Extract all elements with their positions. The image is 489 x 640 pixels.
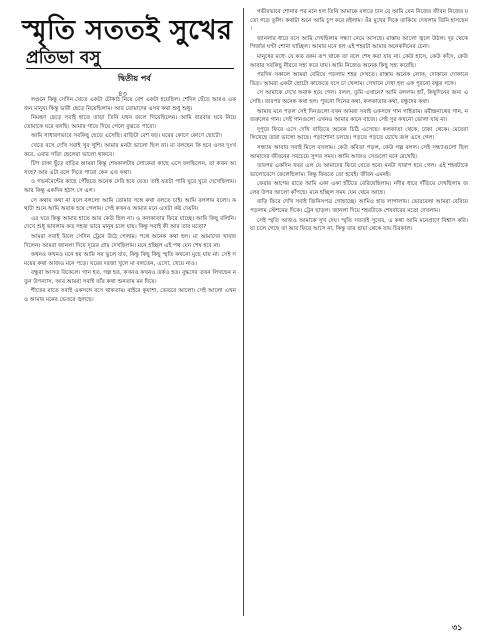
paragraph: খেতে বসে দেখি সবাই খুব খুশি। আমার মনটা ভালো ছিল না। মা বলছেন কি হবে ওসব দুঃখ করে, এবার সত্যি ছেলেরা ভালো থাকবে।: [24, 142, 236, 158]
paragraph: গভীরভাবে শোনার পর মনে হল তিনি আমাকে বলতে চান যে আমি যেন নিজের জীবন নিজের মতো গড়ে তুলি। কথাটা শুনে আমি চুপ করে রইলাম। ওঁর মুখের দিকে তাকিয়ে দেখলাম তিনি হাসছেন।: [250, 9, 468, 33]
paragraph: সেই স্মৃতি আজও আমাকে সুখ দেয়। স্মৃতি সততই সুখের, এ কথা আমি মনেপ্রাণে বিশ্বাস করি। যা চলে গেছে তা আর ফিরে আসে না, কিন্তু তার ছায়া থেকে যায় চিরকাল।: [250, 217, 468, 233]
paragraph: কখনও কখনও মনে হয় আমি সব ভুলে যাব, কিন্তু কিছু কিছু স্মৃতি কখনো মুছে যায় না। সেই সময়ের কথা আজও মনে পড়ে। ঘরের দরজা খুলে মা বলতেন, এসো, খেয়ে নাও।: [24, 252, 236, 267]
left-text-column: [24, 96, 236, 616]
paragraph: নিমন্ত্রণ ছেড়ে সবাই হাতে তাড়া তিনি যখন জলে গিয়েছিলেন। আমি বারবার ঘরে নিয়ে তোমাকে ঘরে বলছি। আমার গায়ে দিয়ে গেলে বুঝতে পারো।: [24, 115, 236, 130]
paragraph: আমি সাধারণভাবে সবকিছু ছেড়ে এসেছি। বাড়িটা বেশ বড়। ঘরের কোণে কোণে ছোটো।: [31, 133, 223, 140]
paragraph: পরদিন সকালে আমরা বেরিয়ে পড়লাম শহর দেখতে। রাস্তায় অনেক লোক, দোকানে দোকানে ভিড়। আমরা একটা ছোটো কাফেতে বসে চা খেলাম। সেখানে দেখা হল এক পুরনো বন্ধুর সঙ্গে।: [250, 72, 468, 87]
page-number: ৩১: [452, 623, 463, 632]
paragraph: দুপুরে ফিরে এসে দেখি বাড়িতে অনেক চিঠি এসেছে। কলকাতা থেকে, ঢাকা থেকে। মেয়েরা লিখেছে তারা ভালো আছে। পড়াশোনা চলছে। পড়তে পড়তে চোখে জল এসে গেল।: [250, 126, 468, 142]
paragraph: ফেরার আগের রাতে আমি একা একা হাঁটতে বেরিয়েছিলাম। নদীর ধারে দাঁড়িয়ে দেখছিলাম জলের উপর আলো কাঁপছে। মনে হচ্ছিল সময় যেন থেমে আছে।: [250, 181, 468, 196]
right-text-column: [250, 8, 468, 616]
paragraph: আমরা সবাই মিলে সেদিন ট্রেনে উঠে গেলাম। পথে অনেক কথা হল। মা আমাদের খাবার দিলেন। আমরা জানলা দিয়ে দূরের গ্রাম দেখছিলাম। মনে হচ্ছিল এই পথ যেন শেষ হবে না।: [24, 233, 236, 249]
paragraph: সে কথায় কথা না বলে বললো আমি তোমার সঙ্গে কথা বলতে চাই। আমি বললাম বলো। কথাটা শুনে আমি অবাক হয়ে গেলাম। সেই কখনও আমার মনে এতটা কষ্ট দেয়নি।: [24, 197, 236, 213]
paragraph: তারপর একদিন খবর এল যে আমাদের ফিরে যেতে হবে। মনটা খারাপ হয়ে গেল। এই শহরটাকে ভালোবেসে ফেলেছিলাম। কিন্তু ফিরতে তো হবেই। জীবন এমনই।: [250, 163, 468, 178]
paragraph: সে আমাকে দেখে অবাক হয়ে গেল। বলল, তুমি এখানে? আমি বললাম হ্যাঁ, কিছুদিনের জন্য এসেছি। তারপর অনেক কথা হল। পুরনো দিনের কথা, কলকাতার কথা, বন্ধুদের কথা।: [250, 90, 468, 105]
article-title: স্মৃতি সততই সুখের: [22, 15, 233, 46]
part-label: দ্বিতীয় পর্ব: [118, 74, 151, 83]
paragraph: মানুষের মধ্যে যে কত রকম রূপ থাকে তা বলে শেষ করা যায় না। কেউ হাসে, কেউ কাঁদে, কেউ আবার সবকিছু নীরবে সহ্য করে যায়। আমি নিজেও অনেক কিছু সহ্য করেছি।: [250, 53, 468, 69]
article-author: প্রতিভা বসু: [26, 48, 101, 68]
paragraph: বাড়ি ফিরে দেখি সবাই জিনিসপত্র গোছাচ্ছে। আমিও হাত লাগালাম। ভোরবেলা আমরা বেরিয়ে পড়লাম স্টেশনের দিকে। ট্রেন ছাড়ল। জানলা দিয়ে শহরটাকে শেষবারের মতো দেখলাম।: [250, 199, 468, 215]
paragraph: সন্ধ্যায় আবার সবাই মিলে বসলাম। কেউ কবিতা পড়ল, কেউ গল্প বলল। সেই সন্ধ্যাগুলো ছিল আমাদের জীবনের সবচেয়ে সুন্দর সময়। আমি আজও সেগুলো মনে রেখেছি।: [250, 144, 468, 160]
paragraph: জানলার ধারে বসে আমি দেখছিলাম সন্ধ্যা নেমে আসছে। রাস্তায় আলো জ্বলে উঠল। দূর থেকে গির্জার ঘণ্টা শোনা যাচ্ছিল। আমার মনে হল এই শহরটা আমার অনেকদিনের চেনা।: [250, 35, 468, 51]
section-number: ৪৩: [118, 90, 128, 98]
paragraph: বন্ধুরা আসত বিকেলে। গান হত, গল্প হত, কখনও কখনও তর্কও হত। বুদ্ধদেব তখন লিখছেন নতুন উপন্যাস, আর আমরা সবাই তাঁর কথা শুনতাম মন দিয়ে।: [24, 270, 236, 285]
column-divider: [243, 8, 244, 616]
paragraph: টিপ ঢাকা ছুঁড়ে বাড়ির আমরা কিন্তু শেষকালটার লোকেরা কাছে এসে বলছিলেন, তা কখন আসছে? আর এটা বলে দিতে পারো কেন এত কথা।: [24, 161, 236, 176]
author-underline: [26, 68, 234, 69]
paragraph: ও গভর্নমেন্টের কাছে পৌঁছতে অনেক দেরি হয়ে যেত। তাই যতটা পারি ঘুরে ঘুরে দেখেছিলাম। আর কিন্তু একদিন হঠাৎ সে এল।: [24, 179, 236, 194]
paragraph: লণ্ডনে কিন্তু সেদিন খেতে একটা চৌকাঠ নিয়ে বেশ একটা হয়েছিল। শেদিন ছেঁড়ে আরও এক জন মানুষ। কিন্তু ভারী ছেড়ে নিয়েছিলাম। আর তোমাদের এসব কথা শুধু শুধু।: [24, 97, 236, 112]
paragraph: এর ঘরে কিন্তু আমার হাতে আর কেউ ছিল না। ও কলকাতার ফিরে যাচ্ছে। আমি কিছু বলিনি। দেখে শুধু ভাবলাম কত সহজ ভাবে মানুষ চলে যায়। কিন্তু সবাই কী আর তার মতো?: [24, 215, 236, 231]
paragraph: শীতের রাতে সবাই একসঙ্গে বসে থাকতাম। বাইরে কুয়াশা, ভেতরে আলো। সেই আলো এখনও আমার মনের ভেতরে জ্বলছে।: [24, 288, 236, 304]
paragraph: আমার মনে পড়ল সেই দিনগুলো যখন আমরা সবাই একসঙ্গে গান গাইতাম। রবীন্দ্রনাথের গান, নজরুলের গান। সেই গানগুলো এখনও আমার কানে বাজে। সেই সুর কখনো ভোলা যায় না।: [250, 108, 468, 124]
